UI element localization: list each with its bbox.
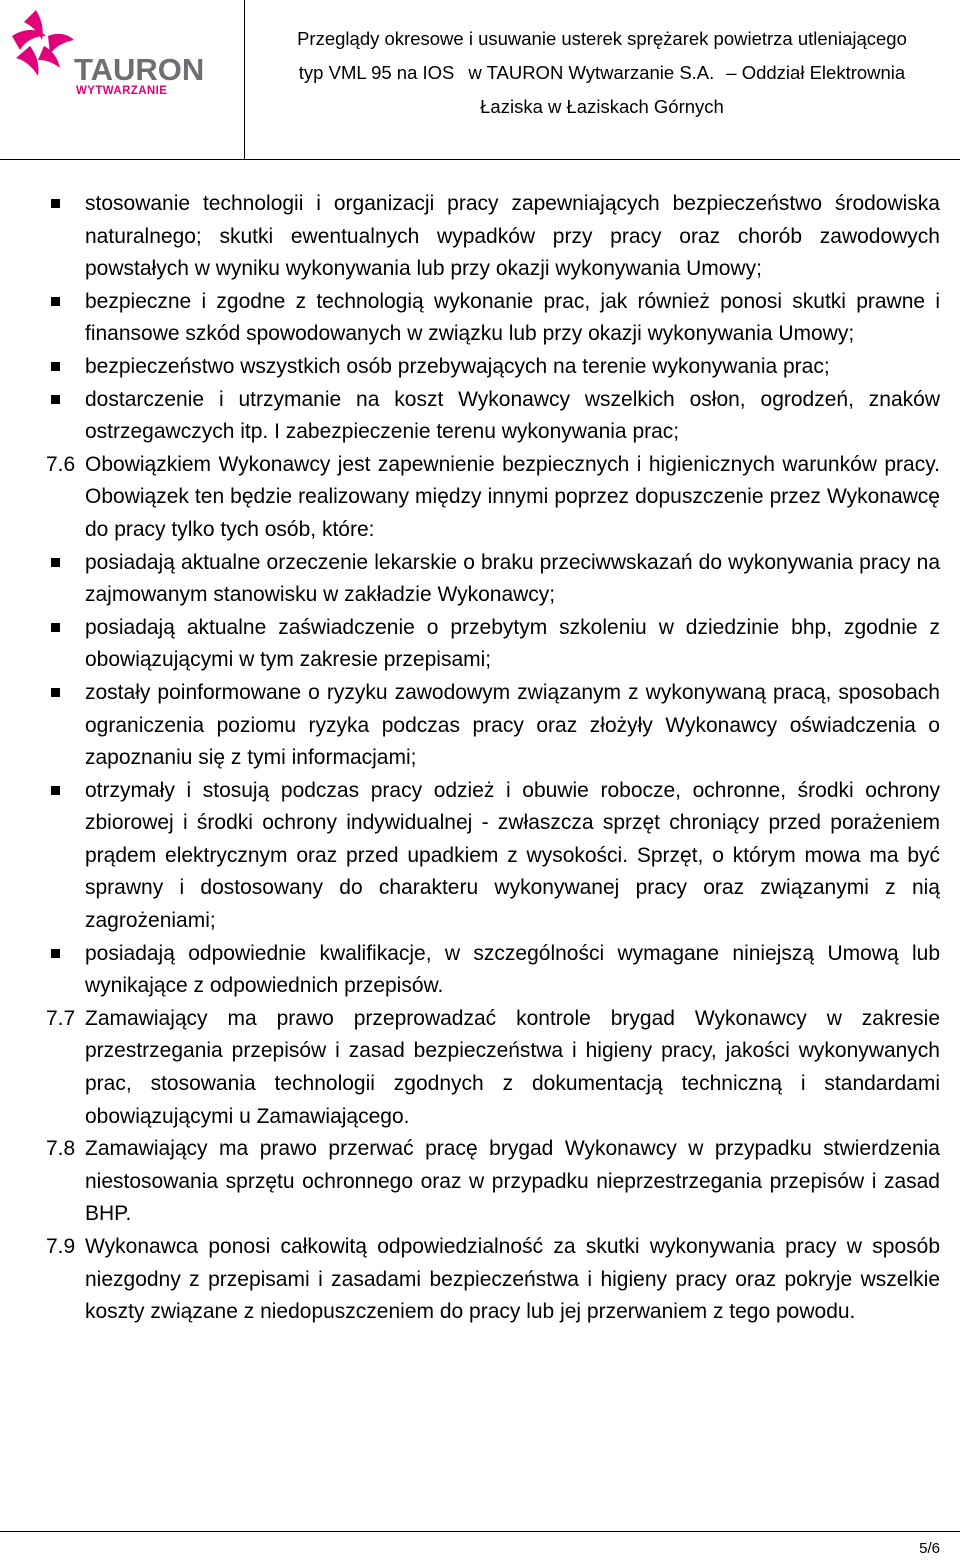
document-body xyxy=(46,188,940,1329)
title-line-2 xyxy=(250,56,954,90)
list-item: otrzymały i stosują podczas pracy odzież i obuwie robocze, ochronne, środki ochrony zbiorowej i środki ochrony indywidualnej - zwłaszcza sprzęt chroniący przed porażeniem prądem elektrycznym oraz przed upadkiem z wysokości. Sprzęt, o którym mowa ma być sprawny i dostosowany do charakteru wykonywanej pracy oraz związanymi z nią zagrożeniami; xyxy=(46,775,940,938)
list-item: stosowanie technologii i organizacji pracy zapewniających bezpieczeństwo środowiska naturalnego; skutki ewentualnych wypadków przy pracy oraz chorób zawodowych powstałych w wyniku wykonywania lub przy okazji wykonywania Umowy; xyxy=(46,188,940,286)
title-line-2b: w TAURON Wytwarzanie S.A. xyxy=(468,62,715,83)
title-line-3: Łaziska w Łaziskach Górnych xyxy=(480,96,724,117)
list-item: posiadają odpowiednie kwalifikacje, w szczególności wymagane niniejszą Umową lub wynikające z odpowiednich przepisów. xyxy=(46,938,940,1003)
page-number: 5/6 xyxy=(919,1540,940,1557)
logo-sub-text: WYTWARZANIE xyxy=(76,85,168,97)
clause-number: 7.9 xyxy=(46,1235,76,1258)
header-divider-horizontal xyxy=(0,159,960,160)
tauron-logo xyxy=(6,6,242,106)
clause-7-7 xyxy=(46,1003,940,1133)
clause-text: Zamawiający ma prawo przerwać pracę brygad Wykonawcy w przypadku stwierdzenia niestosowania sprzętu ochronnego oraz w przypadku nieprzestrzegania przepisów i zasad BHP. xyxy=(85,1137,940,1226)
clause-7-8 xyxy=(46,1133,940,1231)
document-title xyxy=(250,22,954,124)
clause-number: 7.8 xyxy=(46,1137,76,1161)
list-item: bezpieczne i zgodne z technologią wykonanie prac, jak również ponosi skutki prawne i finansowe szkód spowodowanych w związku lub przy okazji wykonywania Umowy; xyxy=(46,286,940,351)
clause-text: Zamawiający ma prawo przeprowadzać kontrole brygad Wykonawcy w zakresie przestrzegania przepisów i zasad bezpieczeństwa i higieny pracy, jakości wykonywanych prac, stosowania technologii zgodnych z dokumentacją techniczną i standardami obowiązującymi u Zamawiającego. xyxy=(85,1006,940,1128)
list-item: dostarczenie i utrzymanie na koszt Wykonawcy wszelkich osłon, ogrodzeń, znaków ostrzegawczych itp. I zabezpieczenie terenu wykonywania prac; xyxy=(46,384,940,449)
clause-7-9 xyxy=(46,1231,940,1329)
list-item: posiadają aktualne orzeczenie lekarskie o braku przeciwwskazań do wykonywania pracy na zajmowanym stanowisku w zakładzie Wykonawcy; xyxy=(46,547,940,612)
clause-7-6 xyxy=(46,449,940,547)
clause-text: Wykonawca ponosi całkowitą odpowiedzialność za skutki wykonywania pracy w sposób niezgodny z przepisami i zasadami bezpieczeństwa i higieny pracy oraz pokryje wszelkie koszty związane z niedopuszczeniem do pracy lub jej przerwaniem z tego powodu. xyxy=(85,1235,940,1324)
page-header xyxy=(0,0,960,160)
list-item: zostały poinformowane o ryzyku zawodowym związanym z wykonywaną pracą, sposobach ograniczenia poziomu ryzyka podczas pracy oraz złożyły Wykonawcy oświadczenia o zapoznaniu się z tymi informacjami; xyxy=(46,677,940,775)
footer-divider xyxy=(0,1531,960,1532)
title-line-2a: typ VML 95 na IOS xyxy=(298,62,455,83)
clause-number: 7.7 xyxy=(46,1006,76,1030)
header-divider-vertical xyxy=(244,0,245,160)
title-line-2c: – Oddział Elektrownia xyxy=(726,62,906,83)
title-line-1: Przeglądy okresowe i usuwanie usterek sprężarek powietrza utleniającego xyxy=(297,28,907,49)
clause-text: Obowiązkiem Wykonawcy jest zapewnienie bezpiecznych i higienicznych warunków pracy. Obowiązek ten będzie realizowany między innymi poprzez dopuszczenie przez Wykonawcę do pracy tylko tych osób, które: xyxy=(85,452,940,541)
clause-number: 7.6 xyxy=(46,452,76,476)
logo-brand-text: TAURON xyxy=(74,52,205,87)
tauron-star-icon xyxy=(6,6,76,84)
list-item: bezpieczeństwo wszystkich osób przebywających na terenie wykonywania prac; xyxy=(46,351,940,384)
list-item: posiadają aktualne zaświadczenie o przebytym szkoleniu w dziedzinie bhp, zgodnie z obowiązującymi w tym zakresie przepisami; xyxy=(46,612,940,677)
